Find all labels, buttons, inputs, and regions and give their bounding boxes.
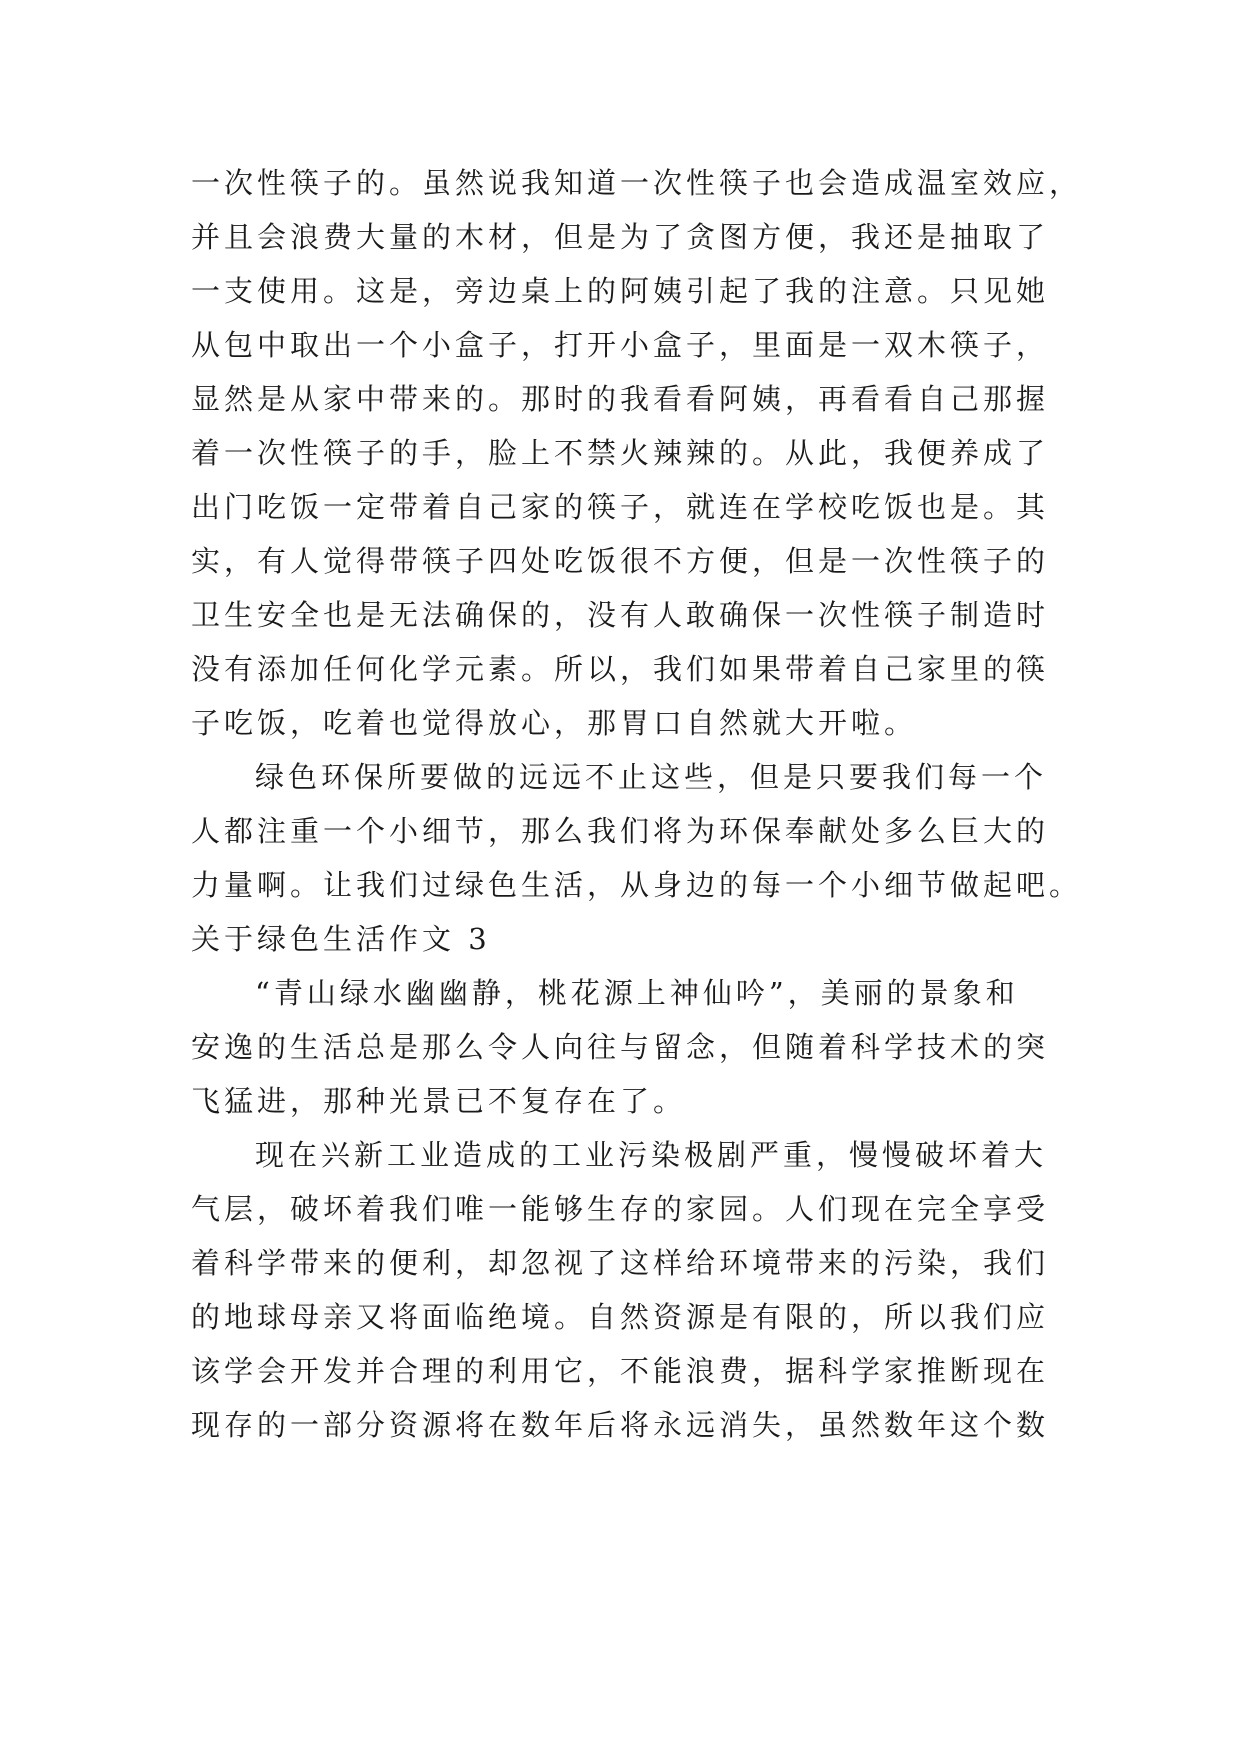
paragraph-start-line: 绿色环保所要做的远远不止这些，但是只要我们每一个	[255, 760, 1048, 794]
text-line: 着一次性筷子的手，脸上不禁火辣辣的。从此，我便养成了	[191, 436, 1050, 470]
text-line: 从包中取出一个小盒子，打开小盒子，里面是一双木筷子，	[191, 328, 1050, 362]
paragraph-start-line: “青山绿水幽幽静，桃花源上神仙吟”，美丽的景象和	[255, 976, 1019, 1010]
section-heading: 关于绿色生活作文 3	[191, 922, 491, 956]
text-line: 现存的一部分资源将在数年后将永远消失，虽然数年这个数	[191, 1408, 1050, 1442]
text-line: 一支使用。这是，旁边桌上的阿姨引起了我的注意。只见她	[191, 274, 1050, 308]
text-line: 气层，破坏着我们唯一能够生存的家园。人们现在完全享受	[191, 1192, 1050, 1226]
text-line: 力量啊。让我们过绿色生活，从身边的每一个小细节做起吧。	[191, 868, 1083, 902]
text-line: 卫生安全也是无法确保的，没有人敢确保一次性筷子制造时	[191, 598, 1050, 632]
text-line: 实，有人觉得带筷子四处吃饭很不方便，但是一次性筷子的	[191, 544, 1050, 578]
text-line: 的地球母亲又将面临绝境。自然资源是有限的，所以我们应	[191, 1300, 1050, 1334]
text-line: 飞猛进，那种光景已不复存在了。	[191, 1084, 687, 1118]
text-line: 一次性筷子的。虽然说我知道一次性筷子也会造成温室效应，	[191, 166, 1083, 200]
text-line: 并且会浪费大量的木材，但是为了贪图方便，我还是抽取了	[191, 220, 1050, 254]
document-body	[191, 156, 1091, 1452]
text-line: 出门吃饭一定带着自己家的筷子，就连在学校吃饭也是。其	[191, 490, 1050, 524]
text-line: 显然是从家中带来的。那时的我看看阿姨，再看看自己那握	[191, 382, 1050, 416]
paragraph-start-line: 现在兴新工业造成的工业污染极剧严重，慢慢破坏着大	[255, 1138, 1048, 1172]
text-line: 没有添加任何化学元素。所以，我们如果带着自己家里的筷	[191, 652, 1050, 686]
text-line: 人都注重一个小细节，那么我们将为环保奉献处多么巨大的	[191, 814, 1050, 848]
text-line: 着科学带来的便利，却忽视了这样给环境带来的污染，我们	[191, 1246, 1050, 1280]
text-line: 安逸的生活总是那么令人向往与留念，但随着科学技术的突	[191, 1030, 1050, 1064]
text-line: 子吃饭，吃着也觉得放心，那胃口自然就大开啦。	[191, 706, 918, 740]
text-line: 该学会开发并合理的利用它，不能浪费，据科学家推断现在	[191, 1354, 1050, 1388]
